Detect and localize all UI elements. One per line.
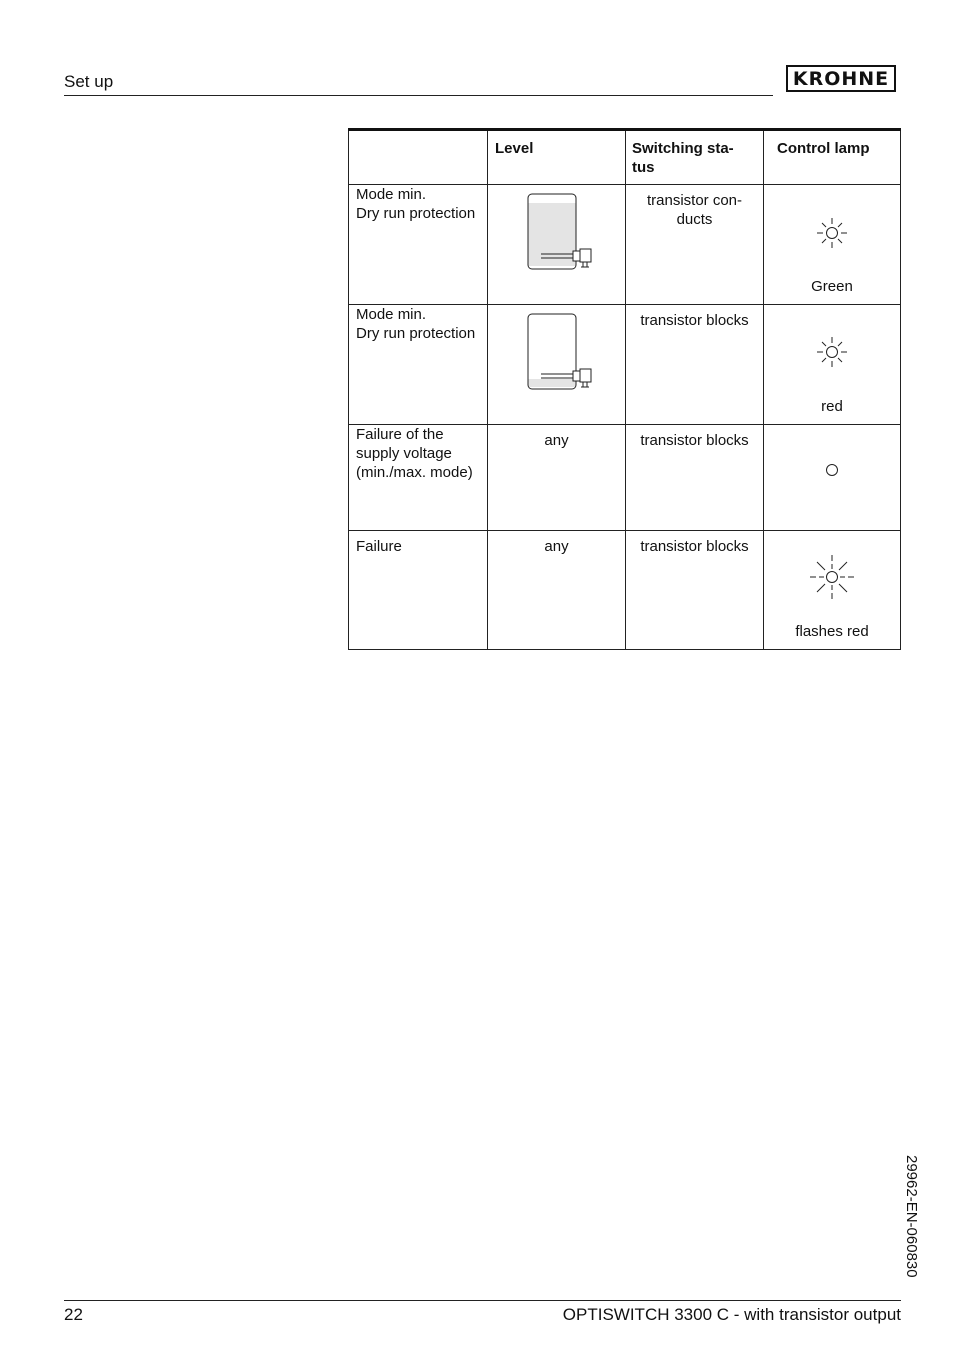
condition-cell: Mode min. Dry run protection: [348, 305, 487, 424]
switching-cell: transistor con- ducts: [625, 185, 763, 304]
column-header-lamp: Control lamp: [763, 131, 901, 184]
switching-cell: transistor blocks: [625, 305, 763, 424]
lamp-lit-icon: [814, 334, 850, 370]
lamp-cell: [763, 425, 901, 530]
condition-cell: Failure: [348, 531, 487, 649]
level-cell: any: [487, 531, 625, 649]
tank-full-icon: [521, 191, 601, 271]
lamp-cell: [763, 185, 901, 304]
section-title: Set up: [64, 72, 114, 91]
tank-empty-icon: [521, 311, 601, 391]
footer-rule: [64, 1300, 901, 1301]
lamp-cell: [763, 531, 901, 649]
column-header-switching: Switching sta- tus: [625, 131, 763, 184]
lamp-off-icon: [825, 463, 839, 477]
document-number: 29962-EN-060830: [903, 1155, 920, 1278]
column-header-condition: [348, 131, 487, 184]
lamp-label: Green: [811, 278, 853, 295]
lamp-label: flashes red: [795, 623, 869, 640]
lamp-label: red: [821, 398, 843, 415]
level-cell: [487, 185, 625, 304]
table-header-row: [348, 131, 901, 185]
krohne-logo: KROHNE: [786, 65, 896, 92]
lamp-flashing-icon: [806, 551, 858, 603]
table-row: [348, 185, 901, 305]
header-rule: [64, 95, 773, 96]
table-row: [348, 425, 901, 531]
condition-cell: Failure of the supply voltage (min./max. mode): [348, 425, 487, 530]
table-row: [348, 305, 901, 425]
condition-cell: Mode min. Dry run protection: [348, 185, 487, 304]
page-number: 22: [64, 1305, 83, 1324]
level-cell: [487, 305, 625, 424]
switching-cell: transistor blocks: [625, 531, 763, 649]
product-title: OPTISWITCH 3300 C - with transistor output: [562, 1305, 901, 1324]
lamp-cell: [763, 305, 901, 424]
column-header-level: Level: [487, 131, 625, 184]
level-cell: any: [487, 425, 625, 530]
switching-cell: transistor blocks: [625, 425, 763, 530]
lamp-lit-icon: [814, 215, 850, 251]
switching-table: [348, 128, 901, 650]
table-row: [348, 531, 901, 650]
